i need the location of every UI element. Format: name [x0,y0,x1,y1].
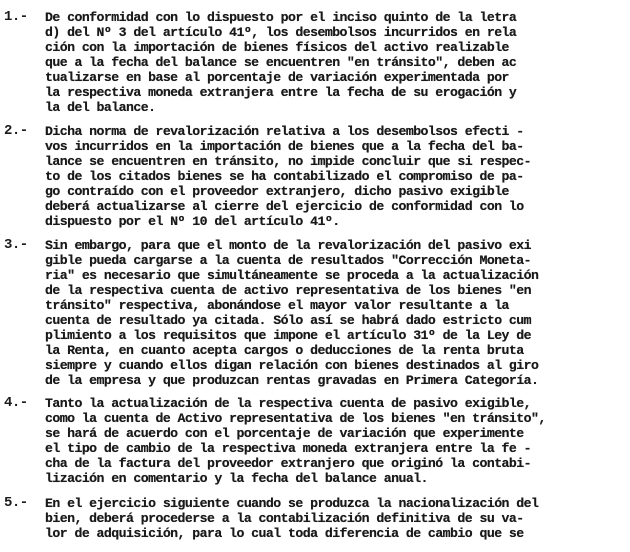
text-line: bien, deberá procederse a la contabilización definitiva de su va- [45,511,524,526]
text-line: to de los citados bienes se ha contabilizado el compromiso de pa- [45,169,524,184]
paragraph-number: 5.- [4,495,28,511]
text-line: el tipo de cambio de la respectiva moneda extranjera entre la fe - [45,441,532,456]
text-line: De conformidad con lo dispuesto por el inciso quinto de la letra [45,10,517,25]
text-line: dispuesto por el Nº 10 del artículo 41º. [45,214,340,229]
text-line: gible pueda cargarse a la cuenta de resultados "Corrección Moneta- [45,253,532,268]
paragraph-number: 2.- [4,123,28,139]
text-line: ria" es necesario que simultáneamente se proceda a la actualización [45,268,539,283]
text-line: En el ejercicio siguiente cuando se produzca la nacionalización del [45,496,539,511]
text-line: se hará de acuerdo con el porcentaje de variación que experimente [45,426,524,441]
text-line: plimiento a los requisitos que impone el artículo 31º de la Ley de [45,328,532,343]
text-line: vos incurridos en la importación de bienes que a la fecha del ba- [45,139,524,154]
text-line: go contraído con el proveedor extranjero, dicho pasivo exigible [45,184,509,199]
text-line: tualizarse en base al porcentaje de variación experimentada por [45,70,509,85]
text-line: la Renta, en cuanto acepta cargos o deducciones de la renta bruta [45,343,524,358]
text-line: como la cuenta de Activo representativa de los bienes "en tránsito", [45,411,546,426]
text-line: d) del Nº 3 del artículo 41º, los desembolsos incurridos en rela [45,25,517,40]
text-line: Sin embargo, para que el monto de la revalorización del pasivo exi [45,238,532,253]
text-line: Dicha norma de revalorización relativa a los desembolsos efecti - [45,124,524,139]
text-line: lización en comentario y la fecha del balance anual. [45,471,428,486]
text-line: que a la fecha del balance se encuentren "en tránsito", deben ac [45,55,517,70]
paragraph-number: 1.- [4,9,28,25]
text-line: de la empresa y que produzcan rentas gravadas en Primera Categoría. [45,373,539,388]
text-line: cuenta de resultado ya citada. Sólo así se habrá dado estricto cum [45,313,532,328]
text-line: tránsito" respectiva, abonándose el mayor valor resultante a la [45,298,509,313]
text-line: la del balance. [45,100,156,115]
paragraph-number: 3.- [4,237,28,253]
text-line: cha de la factura del proveedor extranjero que originó la contabi- [45,456,532,471]
text-line: deberá actualizarse al cierre del ejercicio de conformidad con lo [45,199,524,214]
text-line: lor de adquisición, para lo cual toda diferencia de cambio que se [45,526,524,541]
paragraph-number: 4.- [4,395,28,411]
text-line: siempre y cuando ellos digan relación con bienes destinados al giro [45,358,539,373]
text-line: Tanto la actualización de la respectiva cuenta de pasivo exigible, [45,396,532,411]
text-line: de la respectiva cuenta de activo representativa de los bienes "en [45,283,532,298]
text-line: la respectiva moneda extranjera entre la fecha de su erogación y [45,85,517,100]
text-line: ción con la importación de bienes físicos del activo realizable [45,40,509,55]
text-line: lance se encuentren en tránsito, no impide concluir que si respec- [45,154,532,169]
